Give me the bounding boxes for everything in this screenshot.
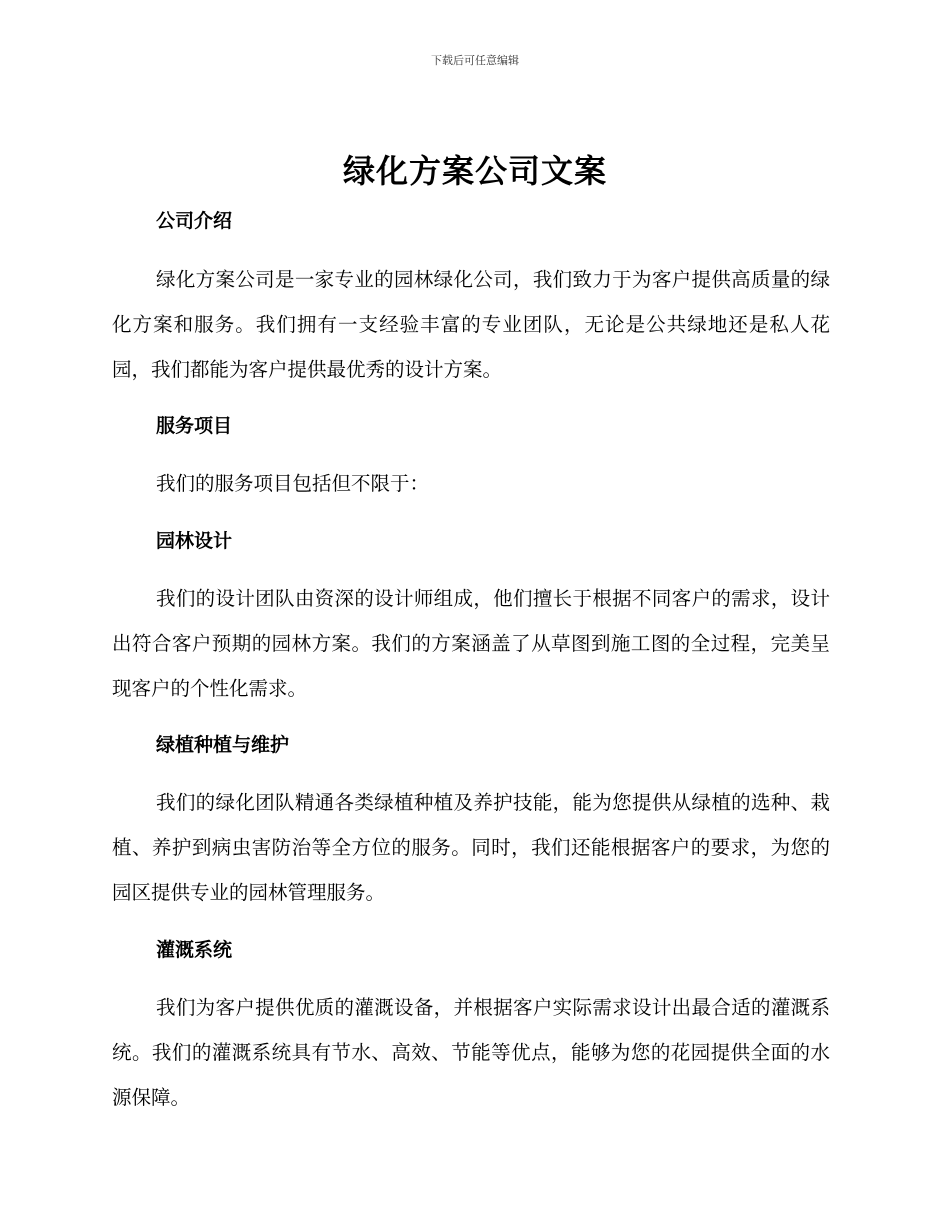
section-heading-company-intro: 公司介绍 bbox=[156, 210, 233, 232]
section-heading-services: 服务项目 bbox=[156, 415, 233, 437]
section-heading-irrigation: 灌溉系统 bbox=[156, 939, 233, 961]
section-paragraph-company-intro: 绿化方案公司是一家专业的园林绿化公司，我们致力于为客户提供高质量的绿化方案和服务。我们拥有一支经验丰富的专业团队，无论是公共绿地还是私人花园，我们都能为客户提供最优秀的设计方案。 bbox=[112, 268, 830, 381]
section-paragraph-irrigation: 我们为客户提供优质的灌溉设备，并根据客户实际需求设计出最合适的灌溉系统。我们的灌溉系统具有节水、高效、节能等优点，能够为您的花园提供全面的水源保障。 bbox=[112, 996, 830, 1109]
section-heading-garden-design: 园林设计 bbox=[156, 530, 233, 552]
section-paragraph-planting-maintenance: 我们的绿化团队精通各类绿植种植及养护技能，能为您提供从绿植的选种、栽植、养护到病虫害防治等全方位的服务。同时，我们还能根据客户的要求，为您的园区提供专业的园林管理服务。 bbox=[112, 791, 830, 904]
section-paragraph-services: 我们的服务项目包括但不限于： bbox=[156, 472, 430, 495]
page-header-note: 下载后可任意编辑 bbox=[431, 54, 519, 67]
section-paragraph-garden-design: 我们的设计团队由资深的设计师组成，他们擅长于根据不同客户的需求，设计出符合客户预期的园林方案。我们的方案涵盖了从草图到施工图的全过程，完美呈现客户的个性化需求。 bbox=[112, 587, 830, 700]
section-heading-planting-maintenance: 绿植种植与维护 bbox=[156, 734, 290, 756]
document-title: 绿化方案公司文案 bbox=[342, 152, 607, 190]
